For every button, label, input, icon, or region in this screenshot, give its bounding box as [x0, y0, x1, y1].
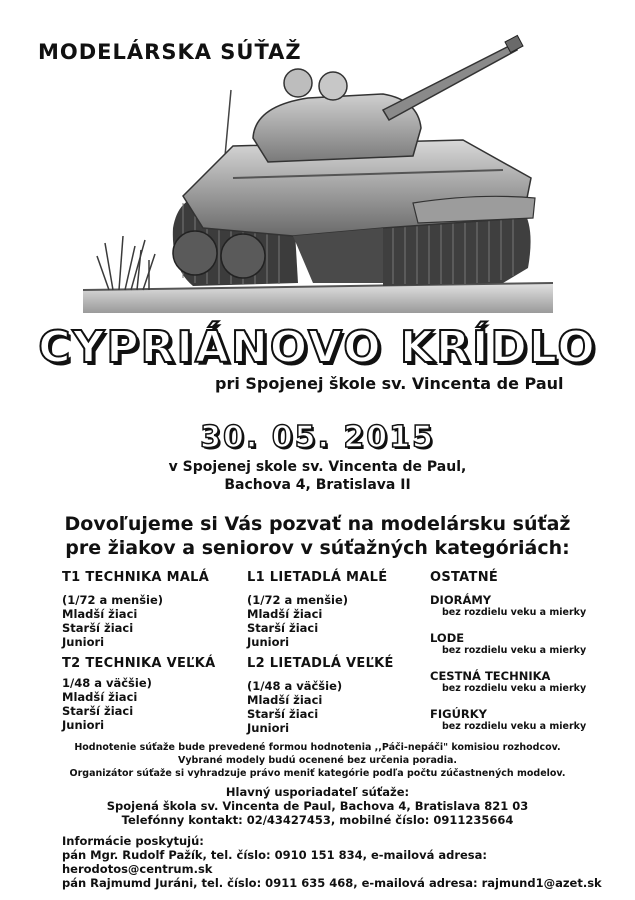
venue-line-1: v Spojenej skole sv. Vincenta de Paul,	[168, 459, 467, 475]
category-scale: (1/72 a menšie)	[247, 593, 349, 607]
tank-photo	[83, 28, 553, 313]
category-group: Starší žiaci	[247, 621, 319, 635]
category-group: Starší žiaci	[62, 621, 134, 635]
category-group: Juniori	[62, 718, 105, 732]
organizer-line-2: Telefónny kontakt: 02/43427453, mobilné číslo: 0911235664	[121, 813, 514, 827]
other-item-note: bez rozdielu veku a mierky	[442, 645, 587, 656]
category-title: L2 LIETADLÁ VEĽKÉ	[247, 656, 394, 671]
other-item-note: bez rozdielu veku a mierky	[442, 607, 587, 618]
category-l2	[247, 656, 417, 735]
category-scale: (1/48 a väčšie)	[247, 679, 343, 693]
event-date: 30. 05. 2015	[200, 420, 435, 455]
competition-rules	[0, 741, 635, 780]
category-group: Juniori	[62, 635, 105, 649]
rules-line-1: Hodnotenie súťaže bude prevedené formou hodnotenia ,,Páči-nepáči" komisiou rozhodcov.	[74, 742, 561, 753]
category-scale: (1/72 a menšie)	[62, 593, 164, 607]
category-t1	[62, 570, 237, 649]
category-group: Juniori	[247, 721, 290, 735]
contacts-block	[62, 834, 635, 890]
category-group: Starší žiaci	[247, 707, 319, 721]
category-group: Mladší žiaci	[62, 690, 138, 704]
category-group: Starší žiaci	[62, 704, 134, 718]
other-item-name: DIORÁMY	[430, 593, 492, 607]
contact-person-1: pán Mgr. Rudolf Pažík, tel. číslo: 0910 151 834, e-mailová adresa: herodotos@centrum.sk	[62, 848, 488, 876]
invitation-line-1: Dovoľujeme si Vás pozvať na modelársku súťaž	[64, 513, 571, 535]
event-subtitle: pri Spojenej škole sv. Vincenta de Paul	[215, 374, 564, 393]
category-title: L1 LIETADLÁ MALÉ	[247, 570, 388, 585]
organizer-line-1: Spojená škola sv. Vincenta de Paul, Bachova 4, Bratislava 821 03	[106, 799, 529, 813]
competition-label: MODELÁRSKA SÚŤAŽ	[38, 40, 302, 64]
category-title: T1 TECHNIKA MALÁ	[62, 570, 210, 585]
category-group: Mladší žiaci	[247, 693, 323, 707]
category-scale: 1/48 a väčšie)	[62, 676, 152, 690]
invitation-line-2: pre žiakov a seniorov v súťažných kategóriách:	[65, 537, 570, 559]
venue-line-2: Bachova 4, Bratislava II	[224, 477, 411, 493]
contacts-label: Informácie poskytujú:	[62, 834, 204, 848]
organizer-block	[0, 785, 635, 827]
category-group: Mladší žiaci	[62, 607, 138, 621]
rules-line-2: Vybrané modely budú ocenené bez určenia poradia.	[178, 755, 457, 766]
category-t2	[62, 656, 242, 732]
rules-line-3: Organizátor súťaže si vyhradzuje právo meniť kategórie podľa počtu zúčastnených modelov.	[69, 768, 566, 779]
organizer-label: Hlavný usporiadateľ súťaže:	[225, 785, 410, 799]
other-item-note: bez rozdielu veku a mierky	[442, 721, 587, 732]
event-venue	[0, 458, 635, 494]
category-other	[430, 570, 610, 733]
contact-person-2: pán Rajmumd Juráni, tel. číslo: 0911 635 468, e-mailová adresa: rajmund1@azet.sk	[62, 876, 602, 890]
category-l1	[247, 570, 417, 649]
category-group: Juniori	[247, 635, 290, 649]
category-title: OSTATNÉ	[430, 570, 499, 585]
event-title: CYPRIÁNOVO KRÍDLO	[38, 322, 597, 373]
other-item-note: bez rozdielu veku a mierky	[442, 683, 587, 694]
category-group: Mladší žiaci	[247, 607, 323, 621]
invitation-text	[0, 512, 635, 560]
other-item-name: LODE	[430, 631, 465, 645]
other-item-name: FIGÚRKY	[430, 707, 488, 721]
category-title: T2 TECHNIKA VEĽKÁ	[62, 656, 216, 671]
other-item-name: CESTNÁ TECHNIKA	[430, 669, 551, 683]
